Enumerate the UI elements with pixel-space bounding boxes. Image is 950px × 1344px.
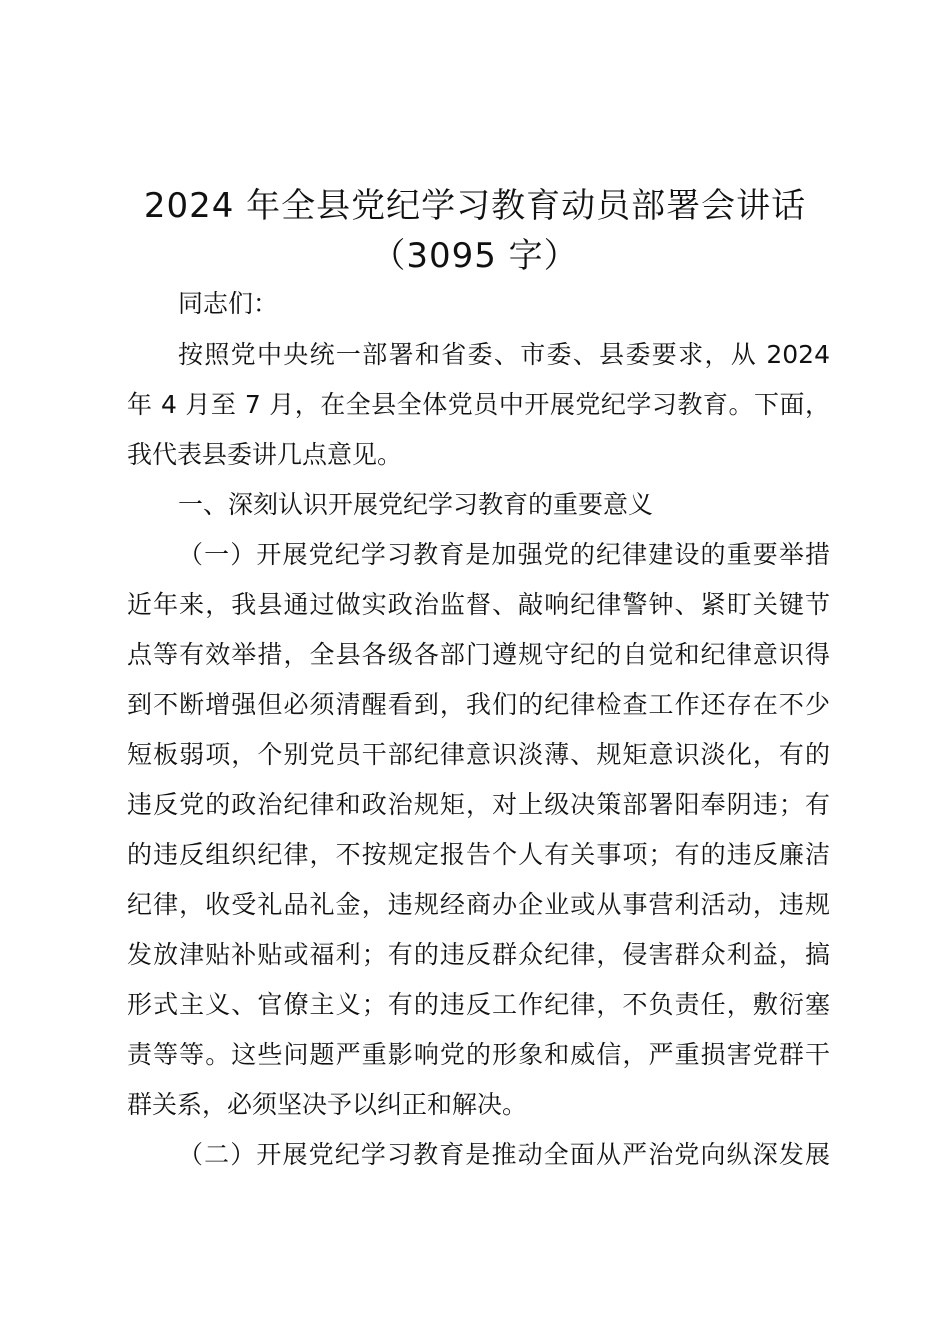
body-line: 点等有效举措，全县各级各部门遵规守纪的自觉和纪律意识得 xyxy=(127,640,830,669)
body-line: 到不断增强但必须清醒看到，我们的纪律检查工作还存在不少 xyxy=(127,690,830,719)
body-line: 按照党中央统一部署和省委、市委、县委要求，从 2024 xyxy=(178,340,830,369)
salutation: 同志们： xyxy=(178,289,279,318)
body-line: 形式主义、官僚主义；有的违反工作纪律，不负责任，敷衍塞 xyxy=(127,990,830,1019)
document-title-line1: 2024 年全县党纪学习教育动员部署会讲话 xyxy=(143,186,807,226)
document-title-line2: （3095 字） xyxy=(371,236,579,276)
body-line: 群关系，必须坚决予以纠正和解决。 xyxy=(127,1090,528,1119)
body-line: 责等等。这些问题严重影响党的形象和威信，严重损害党群干 xyxy=(127,1040,830,1069)
section-heading-1: 一、深刻认识开展党纪学习教育的重要意义 xyxy=(178,490,654,519)
body-line: 年 4 月至 7 月，在全县全体党员中开展党纪学习教育。下面， xyxy=(127,390,830,419)
body-line: 我代表县委讲几点意见。 xyxy=(127,440,403,469)
body-line: 发放津贴补贴或福利；有的违反群众纪律，侵害群众利益，搞 xyxy=(127,940,830,969)
subsection-heading-1: （一）开展党纪学习教育是加强党的纪律建设的重要举措 xyxy=(178,540,830,569)
body-line: 近年来，我县通过做实政治监督、敲响纪律警钟、紧盯关键节 xyxy=(127,590,830,619)
body-line: 的违反组织纪律，不按规定报告个人有关事项；有的违反廉洁 xyxy=(127,840,830,869)
body-line: 纪律，收受礼品礼金，违规经商办企业或从事营利活动，违规 xyxy=(127,890,830,919)
body-line: 违反党的政治纪律和政治规矩，对上级决策部署阳奉阴违；有 xyxy=(127,790,830,819)
subsection-heading-2: （二）开展党纪学习教育是推动全面从严治党向纵深发展 xyxy=(178,1140,830,1169)
body-line: 短板弱项，个别党员干部纪律意识淡薄、规矩意识淡化，有的 xyxy=(127,740,830,769)
